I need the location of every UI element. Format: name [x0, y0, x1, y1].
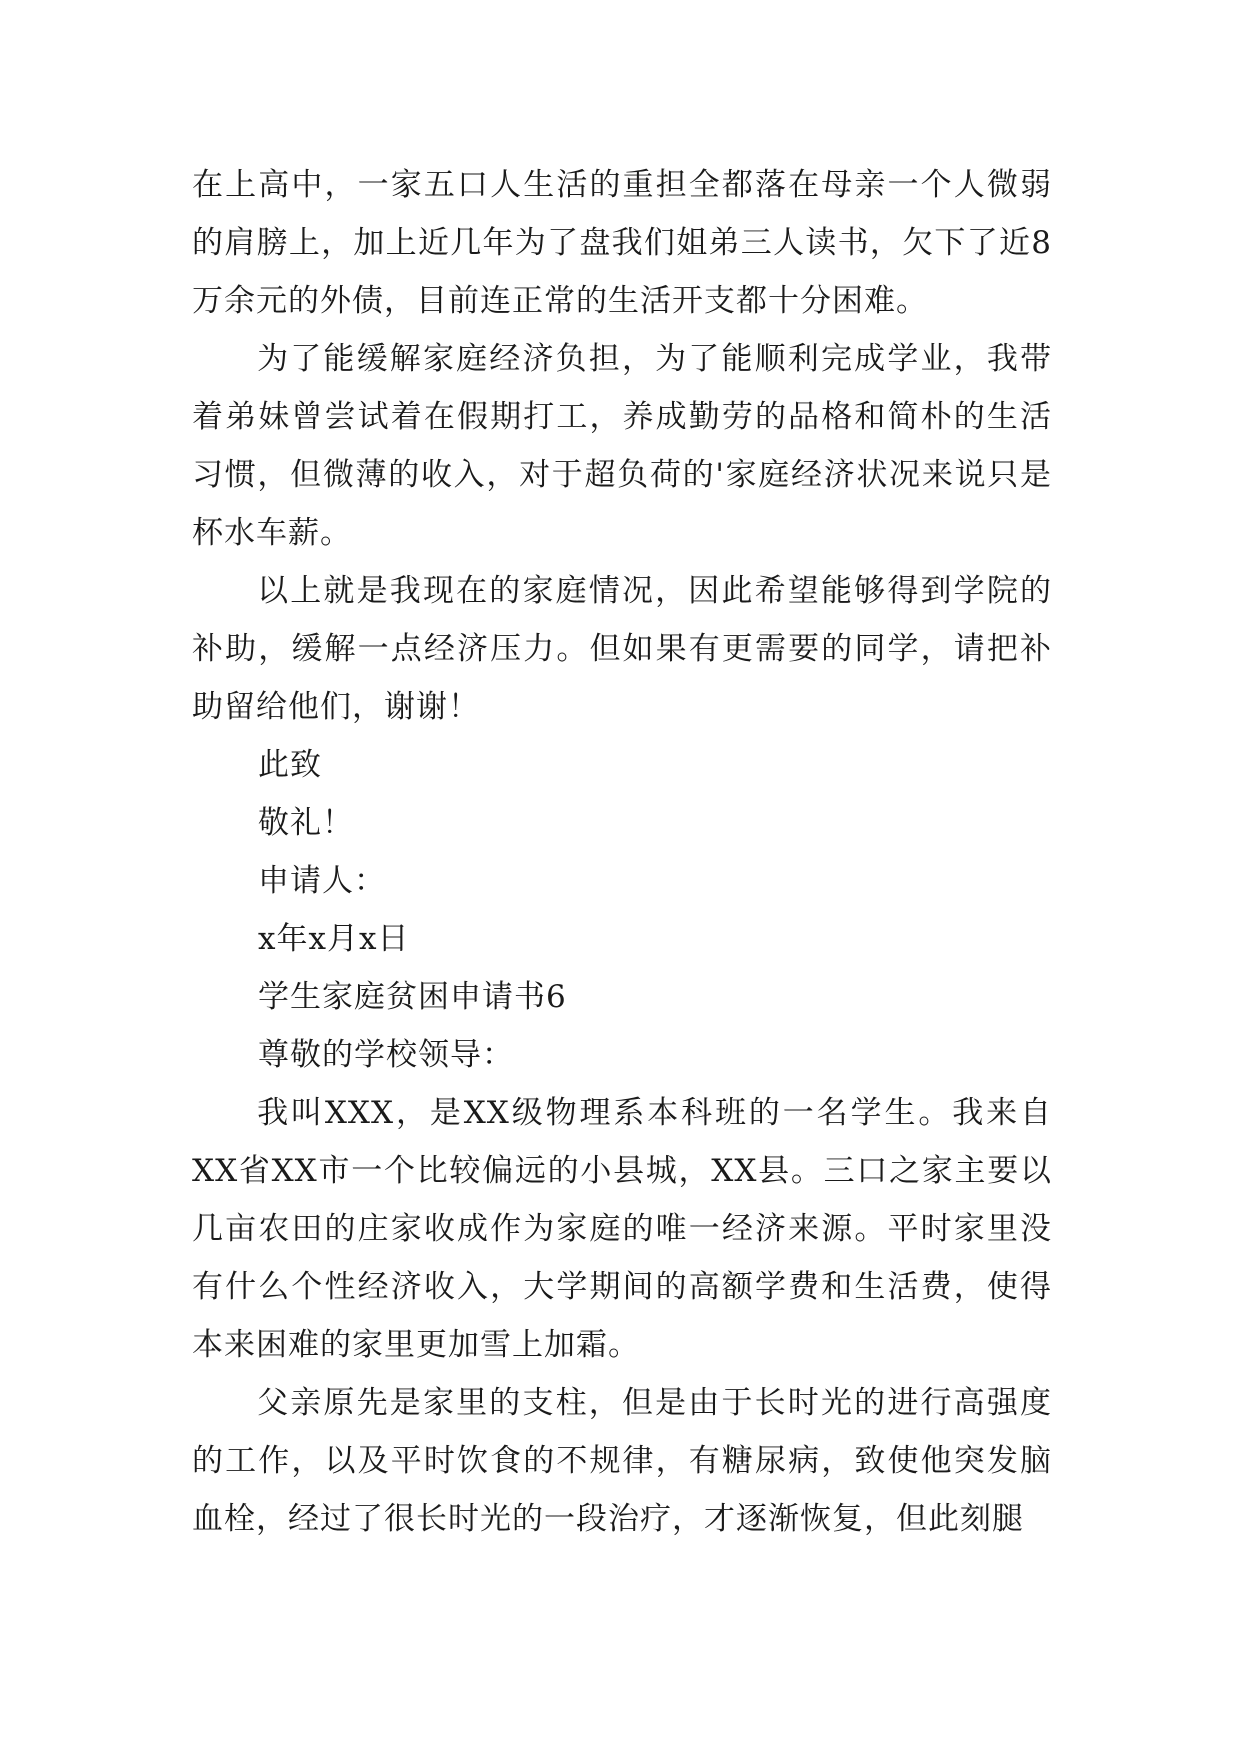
date-line: x年x月x日: [258, 921, 410, 957]
greeting: 尊敬的学校领导：: [258, 1037, 514, 1073]
applicant-label: 申请人：: [258, 863, 386, 899]
paragraph-introduction: 我叫XXX，是XX级物理系本科班的一名学生。我来自XX省XX市一个比较偏远的小县城，XX县。三口之家主要以几亩农田的庄家收成作为家庭的唯一经济来源。平时家里没有什么个性经济收入，大学期间的高额学费和生活费，使得本来困难的家里更加雪上加霜。: [192, 1095, 1052, 1363]
paragraph-part-time-work: 为了能缓解家庭经济负担，为了能顺利完成学业，我带着弟妹曾尝试着在假期打工，养成勤劳的品格和简朴的生活习惯，但微薄的收入，对于超负荷的'家庭经济状况来说只是杯水车薪。: [192, 341, 1052, 551]
document-body: [192, 156, 1052, 1548]
paragraph-request-summary: 以上就是我现在的家庭情况，因此希望能够得到学院的补助，缓解一点经济压力。但如果有更需要的同学，请把补助留给他们，谢谢！: [192, 573, 1052, 725]
paragraph-continuation: 在上高中，一家五口人生活的重担全都落在母亲一个人微弱的肩膀上，加上近几年为了盘我们姐弟三人读书，欠下了近8万余元的外债，目前连正常的生活开支都十分困难。: [192, 167, 1052, 319]
paragraph-father-illness: 父亲原先是家里的支柱，但是由于长时光的进行高强度的工作，以及平时饮食的不规律，有糖尿病，致使他突发脑血栓，经过了很长时光的一段治疗，才逐渐恢复，但此刻腿: [192, 1385, 1052, 1537]
closing-regards: 敬礼！: [258, 805, 354, 841]
section-title: 学生家庭贫困申请书6: [258, 979, 567, 1015]
closing-salutation: 此致: [258, 747, 322, 783]
